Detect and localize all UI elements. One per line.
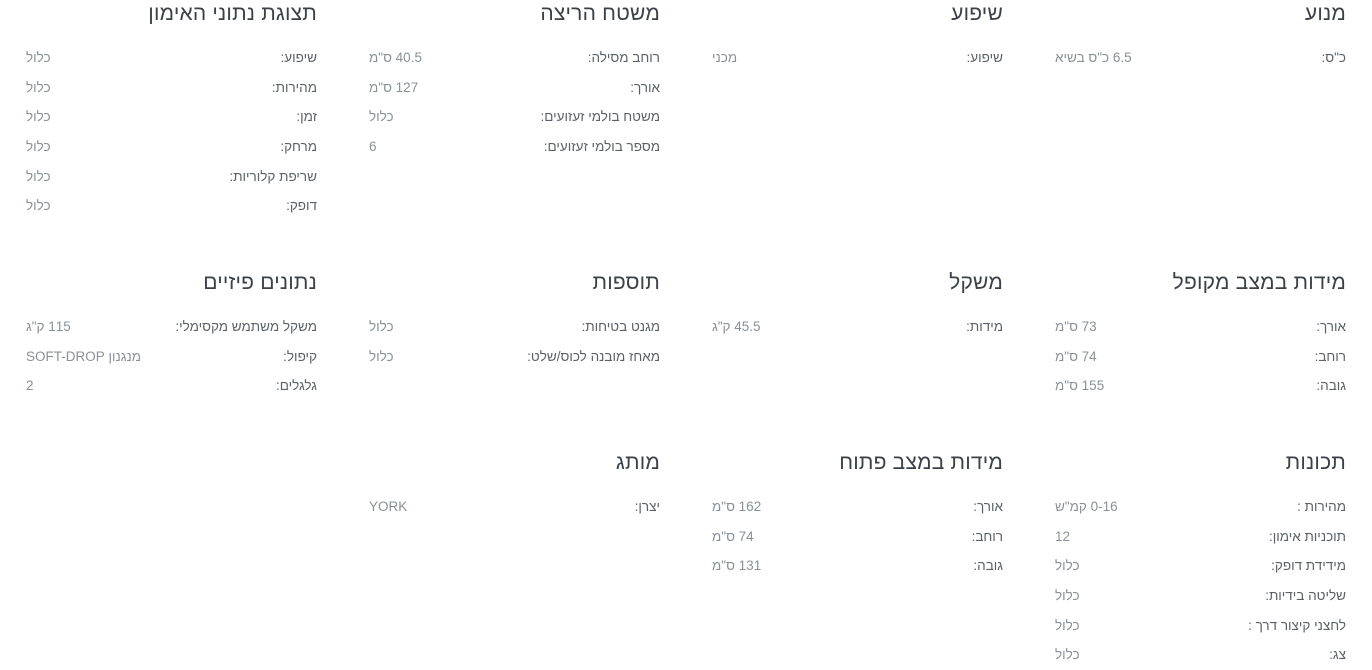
spec-value: 74 ס"מ xyxy=(712,528,754,544)
spec-block-title: מידות במצב מקופל xyxy=(1172,270,1346,294)
spec-value: 40.5 ס"מ xyxy=(369,50,422,66)
spec-list xyxy=(712,43,1003,73)
spec-item xyxy=(26,73,317,103)
spec-label: מגנט בטיחות: xyxy=(581,319,660,335)
spec-label: מידות: xyxy=(966,319,1003,335)
spec-value: 162 ס"מ xyxy=(712,499,762,515)
spec-list xyxy=(26,312,317,401)
spec-block-weight xyxy=(686,269,1029,401)
spec-label: מהירות : xyxy=(1297,499,1346,515)
spec-block-engine xyxy=(1029,0,1372,221)
spec-label: רוחב מסילה: xyxy=(587,50,660,66)
spec-label: מהירות: xyxy=(271,79,317,95)
spec-item xyxy=(1055,640,1346,670)
spec-block-physical-data xyxy=(0,269,343,401)
spec-label: זמן: xyxy=(296,109,317,125)
spec-item xyxy=(1055,551,1346,581)
spec-label: אורך: xyxy=(630,79,660,95)
spec-value: מנגנון SOFT-DROP xyxy=(26,348,142,364)
spec-label: לחצני קיצור דרך : xyxy=(1248,617,1346,633)
spec-block-incline xyxy=(686,0,1029,221)
spec-block-title: שיפוע xyxy=(951,2,1003,25)
spec-label: שליטה בידיות: xyxy=(1265,588,1346,604)
spec-block-additions xyxy=(343,269,686,401)
spec-value: כלול xyxy=(26,168,51,184)
spec-block-title: תכונות xyxy=(1285,450,1346,474)
spec-value: כלול xyxy=(1055,647,1080,663)
spec-list xyxy=(369,492,660,522)
spec-value: כלול xyxy=(1055,588,1080,604)
spec-value: 115 ק"ג xyxy=(26,319,71,335)
spec-value: 131 ס"מ xyxy=(712,558,762,574)
spec-label: מאחז מובנה לכוס/שלט: xyxy=(527,348,660,364)
spec-label: גובה: xyxy=(1316,378,1346,394)
spec-block-title: מידות במצב פתוח xyxy=(839,450,1003,474)
spec-item xyxy=(1055,492,1346,522)
spec-list xyxy=(712,312,1003,342)
spec-list xyxy=(712,492,1003,581)
spec-item xyxy=(712,522,1003,552)
spec-value: מכני xyxy=(712,50,738,66)
spec-label: תוכניות אימון: xyxy=(1268,528,1346,544)
spec-block-running-surface xyxy=(343,0,686,221)
spec-value: כלול xyxy=(369,319,394,335)
spec-item xyxy=(1055,611,1346,641)
spec-list xyxy=(26,43,317,221)
spec-item xyxy=(369,342,660,372)
spec-block-placeholder xyxy=(0,449,343,670)
spec-item xyxy=(369,132,660,162)
spec-label: אורך: xyxy=(973,499,1003,515)
spec-block-training-data-display xyxy=(0,0,343,221)
spec-value: 45.5 ק"ג xyxy=(712,319,761,335)
spec-block-title: תצוגת נתוני האימון xyxy=(148,2,317,25)
spec-item xyxy=(369,492,660,522)
spec-item xyxy=(712,312,1003,342)
spec-label: דופק: xyxy=(286,198,317,214)
spec-block-title: מותג xyxy=(615,450,660,474)
spec-item xyxy=(26,43,317,73)
spec-value: 12 xyxy=(1055,528,1071,544)
spec-label: משקל משתמש מקסימלי: xyxy=(175,319,317,335)
spec-block-title: מנוע xyxy=(1304,2,1346,25)
spec-value: כלול xyxy=(26,50,51,66)
spec-label: צג: xyxy=(1329,647,1346,663)
spec-item xyxy=(369,43,660,73)
spec-label: שיפוע: xyxy=(966,50,1003,66)
spec-row xyxy=(0,449,1372,670)
spec-row xyxy=(0,269,1372,401)
row-divider-spacer xyxy=(0,401,1372,449)
spec-value: כלול xyxy=(26,198,51,214)
spec-item xyxy=(26,342,317,372)
spec-item xyxy=(712,43,1003,73)
spec-label: יצרן: xyxy=(634,499,660,515)
spec-label: רוחב: xyxy=(1314,348,1346,364)
spec-value: כלול xyxy=(26,109,51,125)
spec-label: משטח בולמי זעזועים: xyxy=(540,109,660,125)
spec-value: כלול xyxy=(1055,617,1080,633)
spec-item xyxy=(1055,43,1346,73)
spec-item xyxy=(26,312,317,342)
spec-item xyxy=(26,162,317,192)
spec-item xyxy=(1055,522,1346,552)
spec-label: מרחק: xyxy=(280,139,317,155)
spec-label: רוחב: xyxy=(971,528,1003,544)
spec-value: 2 xyxy=(26,378,34,394)
spec-block-title: משקל xyxy=(949,270,1003,294)
spec-value: 73 ס"מ xyxy=(1055,319,1097,335)
spec-item xyxy=(369,73,660,103)
spec-label: כ"ס: xyxy=(1321,50,1346,66)
spec-list xyxy=(369,312,660,371)
spec-value: 0-16 קמ"ש xyxy=(1055,499,1118,515)
spec-value: 74 ס"מ xyxy=(1055,348,1097,364)
spec-label: מספר בולמי זעזועים: xyxy=(543,139,660,155)
spec-label: מידידת דופק: xyxy=(1271,558,1346,574)
spec-item xyxy=(1055,581,1346,611)
spec-block-open-dimensions xyxy=(686,449,1029,670)
spec-value: YORK xyxy=(369,499,408,515)
spec-row xyxy=(0,0,1372,221)
spec-value: 127 ס"מ xyxy=(369,79,419,95)
spec-label: קיפול: xyxy=(283,348,317,364)
spec-value: כלול xyxy=(26,79,51,95)
spec-label: שריפת קלוריות: xyxy=(229,168,317,184)
spec-label: גלגלים: xyxy=(275,378,317,394)
spec-item xyxy=(26,102,317,132)
spec-item xyxy=(26,132,317,162)
spec-label: גובה: xyxy=(973,558,1003,574)
spec-list xyxy=(1055,492,1346,670)
spec-block-title: תוספות xyxy=(592,270,660,294)
spec-list xyxy=(1055,312,1346,401)
spec-value: 155 ס"מ xyxy=(1055,378,1105,394)
spec-block-folded-dimensions xyxy=(1029,269,1372,401)
spec-block-brand xyxy=(343,449,686,670)
spec-item xyxy=(1055,371,1346,401)
spec-item xyxy=(1055,342,1346,372)
spec-item xyxy=(369,312,660,342)
spec-list xyxy=(369,43,660,161)
spec-block-title: משטח הריצה xyxy=(540,2,660,25)
spec-item xyxy=(1055,312,1346,342)
spec-list xyxy=(1055,43,1346,73)
spec-value: כלול xyxy=(1055,558,1080,574)
spec-item xyxy=(26,191,317,221)
spec-item xyxy=(712,492,1003,522)
row-divider-spacer xyxy=(0,221,1372,269)
spec-block-features xyxy=(1029,449,1372,670)
spec-item xyxy=(369,102,660,132)
spec-item xyxy=(26,371,317,401)
spec-label: שיפוע: xyxy=(280,50,317,66)
spec-value: כלול xyxy=(26,139,51,155)
spec-label: אורך: xyxy=(1316,319,1346,335)
spec-value: כלול xyxy=(369,109,394,125)
spec-block-title: נתונים פיזיים xyxy=(203,270,317,294)
spec-value: 6.5 כ"ס בשיא xyxy=(1055,50,1132,66)
spec-item xyxy=(712,551,1003,581)
spec-value: 6 xyxy=(369,139,377,155)
spec-value: כלול xyxy=(369,348,394,364)
